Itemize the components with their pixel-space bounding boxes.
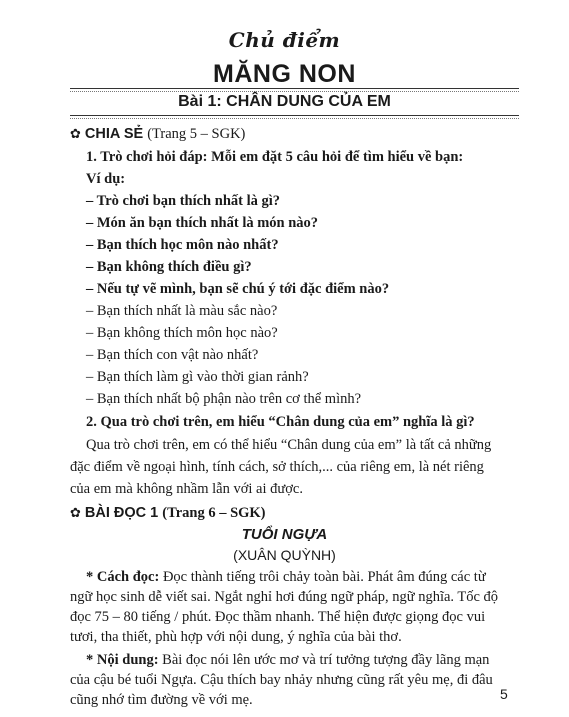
flower-bullet-icon: ✿ [70, 506, 81, 521]
reading-heading-ref: (Trang 6 – SGK) [162, 505, 266, 521]
divider-top [70, 88, 519, 89]
content-line: cũng nhớ tìm đường về với mẹ. [70, 692, 253, 708]
flower-bullet-icon: ✿ [70, 127, 81, 142]
share-heading: ✿ CHIA SẺ (Trang 5 – SGK) [70, 126, 246, 142]
plain-question: – Bạn không thích môn học nào? [86, 325, 278, 341]
answer-line: Qua trò chơi trên, em có thể hiểu “Chân dung của em” là tất cả những [86, 437, 492, 453]
plain-question: – Bạn thích làm gì vào thời gian rảnh? [86, 369, 309, 385]
bold-question: – Món ăn bạn thích nhất là món nào? [86, 215, 319, 231]
share-heading-ref: (Trang 5 – SGK) [147, 126, 246, 142]
plain-question: – Bạn thích nhất bộ phận nào trên cơ thể mình? [86, 391, 362, 407]
how-to-read-line: đọc 75 – 80 tiếng / phút. Đọc thầm nhanh. Thể hiện được giọng đọc vui [70, 609, 486, 625]
theme-label: Chủ điểm [228, 28, 341, 52]
bold-question: – Bạn không thích điều gì? [86, 259, 252, 275]
poem-author: (XUÂN QUỲNH) [233, 547, 336, 563]
how-to-read-line: tươi, tha thiết, phù hợp với nội dung, ý nghĩa của bài thơ. [70, 629, 402, 645]
divider-bottom-dotted [70, 118, 519, 119]
theme-title: MĂNG NON [213, 60, 356, 88]
poem-title: TUỔI NGỰA [241, 526, 328, 543]
answer-line: của em mà không nhầm lẫn với ai được. [70, 481, 303, 497]
page-number: 5 [500, 686, 508, 702]
lesson-title: Bài 1: CHÂN DUNG CỦA EM [178, 93, 391, 110]
content-line: của cậu bé tuổi Ngựa. Cậu thích bay nhảy nhưng cũng rất yêu mẹ, đi đâu [70, 672, 493, 688]
example-label: Ví dụ: [86, 171, 126, 187]
question-1: 1. Trò chơi hỏi đáp: Mỗi em đặt 5 câu hỏi để tìm hiểu về bạn: [86, 149, 464, 165]
how-to-read-line: * Cách đọc: Đọc thành tiếng trôi chảy toàn bài. Phát âm đúng các từ [86, 569, 486, 585]
bold-question: – Nếu tự vẽ mình, bạn sẽ chú ý tới đặc điểm nào? [86, 281, 390, 297]
how-to-read-line: ngữ học sinh dễ viết sai. Ngắt nghỉ hơi đúng ngữ pháp, ngữ nghĩa. Tốc độ [70, 589, 499, 605]
answer-line: đặc điểm về ngoại hình, tính cách, sở thích,... của riêng em, là nét riêng [70, 459, 484, 475]
content-line: * Nội dung: Bài đọc nói lên ước mơ và trí tưởng tượng đầy lãng mạn [86, 652, 490, 668]
bold-question: – Bạn thích học môn nào nhất? [86, 237, 279, 253]
divider-bottom [70, 115, 519, 116]
bold-question: – Trò chơi bạn thích nhất là gì? [86, 193, 281, 209]
plain-question: – Bạn thích con vật nào nhất? [86, 347, 259, 363]
plain-question: – Bạn thích nhất là màu sắc nào? [86, 303, 278, 319]
question-2: 2. Qua trò chơi trên, em hiểu “Chân dung của em” nghĩa là gì? [86, 414, 475, 430]
divider-top-dotted [70, 91, 519, 92]
reading-heading: ✿ BÀI ĐỌC 1 (Trang 6 – SGK) [70, 505, 266, 521]
